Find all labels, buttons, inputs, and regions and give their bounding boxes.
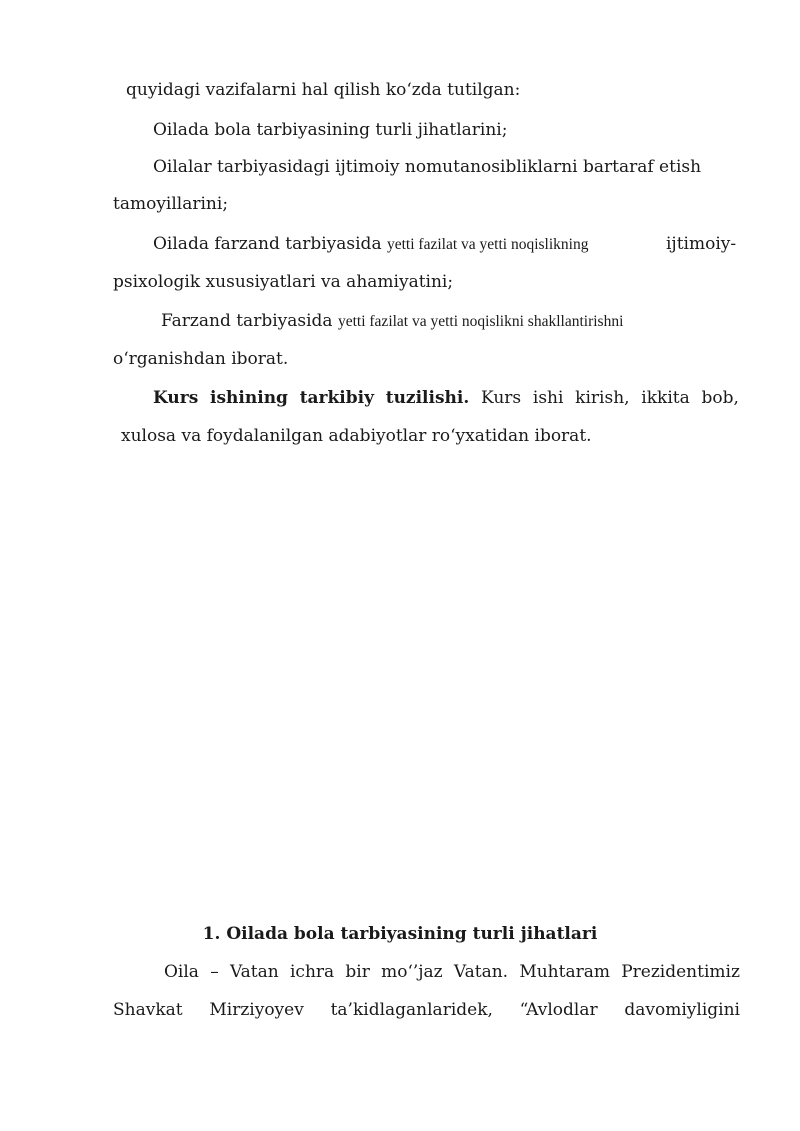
task-item-1 — [153, 118, 507, 142]
task-item-1-text: Oilada bola tarbiyasining turli jihatlarini; — [153, 120, 508, 140]
structure-word: kirish, — [575, 388, 630, 408]
intro-line — [126, 78, 520, 102]
task-item-3-text-2: psixologik xususiyatlari va ahamiyatini; — [113, 272, 454, 292]
section-word: Oila — [164, 962, 199, 982]
task-item-2-line-1 — [153, 155, 701, 179]
section-word: Muhtaram — [519, 962, 610, 982]
task-item-3-line-2 — [113, 270, 453, 294]
task-item-2-line-2 — [113, 192, 228, 216]
structure-word: ikkita — [641, 388, 690, 408]
structure-word: ishi — [532, 388, 564, 408]
structure-bold-word: Kurs — [153, 388, 199, 408]
task-item-3-part-3: ijtimoiy- — [666, 234, 737, 254]
section-word: Mirziyoyev — [209, 1000, 304, 1020]
section-word: ta’kidlaganlaridek, — [330, 1000, 493, 1020]
section-word: “Avlodlar — [519, 1000, 598, 1020]
task-item-2-text-1: Oilalar tarbiyasidagi ijtimoiy nomutanosibliklarni bartaraf etish — [153, 157, 702, 177]
structure-word: Kurs — [481, 388, 522, 408]
intro-text: quyidagi vazifalarni hal qilish ko‘zda tutilgan: — [126, 80, 521, 100]
task-item-3-part-2: yetti fazilat va yetti noqislikning — [387, 236, 589, 253]
structure-bold-word: tarkibiy — [299, 388, 374, 408]
section-word: – — [210, 962, 219, 982]
section-word: Prezidentimiz — [621, 962, 740, 982]
section-word: bir — [345, 962, 370, 982]
task-item-4-line-2 — [113, 347, 288, 371]
task-item-2-text-2: tamoyillarini; — [113, 194, 229, 214]
structure-text-2: xulosa va foydalanilgan adabiyotlar ro‘yxatidan iborat. — [121, 426, 592, 446]
task-item-4-part-2: yetti fazilat va yetti noqislikni shakllantirishni — [337, 313, 624, 330]
section-title: 1. Oilada bola tarbiyasining turli jihatlari — [202, 924, 598, 944]
section-word: Vatan — [229, 962, 279, 982]
task-item-4-line-1 — [161, 309, 623, 334]
section-line-1 — [164, 960, 740, 984]
structure-bold-word: tuzilishi. — [385, 388, 470, 408]
task-item-3-part-1: Oilada farzand tarbiyasida — [153, 234, 382, 254]
section-word: ichra — [289, 962, 335, 982]
task-item-3-line-1 — [153, 232, 588, 257]
task-item-4-text-2: o‘rganishdan iborat. — [113, 349, 289, 369]
structure-line-1 — [153, 386, 739, 410]
section-word: Shavkat — [113, 1000, 183, 1020]
section-word: mo‘’jaz — [381, 962, 443, 982]
section-word: Vatan. — [453, 962, 509, 982]
structure-bold-word: ishining — [210, 388, 288, 408]
section-line-2 — [113, 998, 740, 1022]
task-item-3-hyphen-word — [666, 232, 736, 256]
task-item-4-part-1: Farzand tarbiyasida — [161, 311, 333, 331]
structure-line-2 — [121, 424, 592, 448]
section-word: davomiyligini — [624, 1000, 740, 1020]
structure-word: bob, — [701, 388, 739, 408]
